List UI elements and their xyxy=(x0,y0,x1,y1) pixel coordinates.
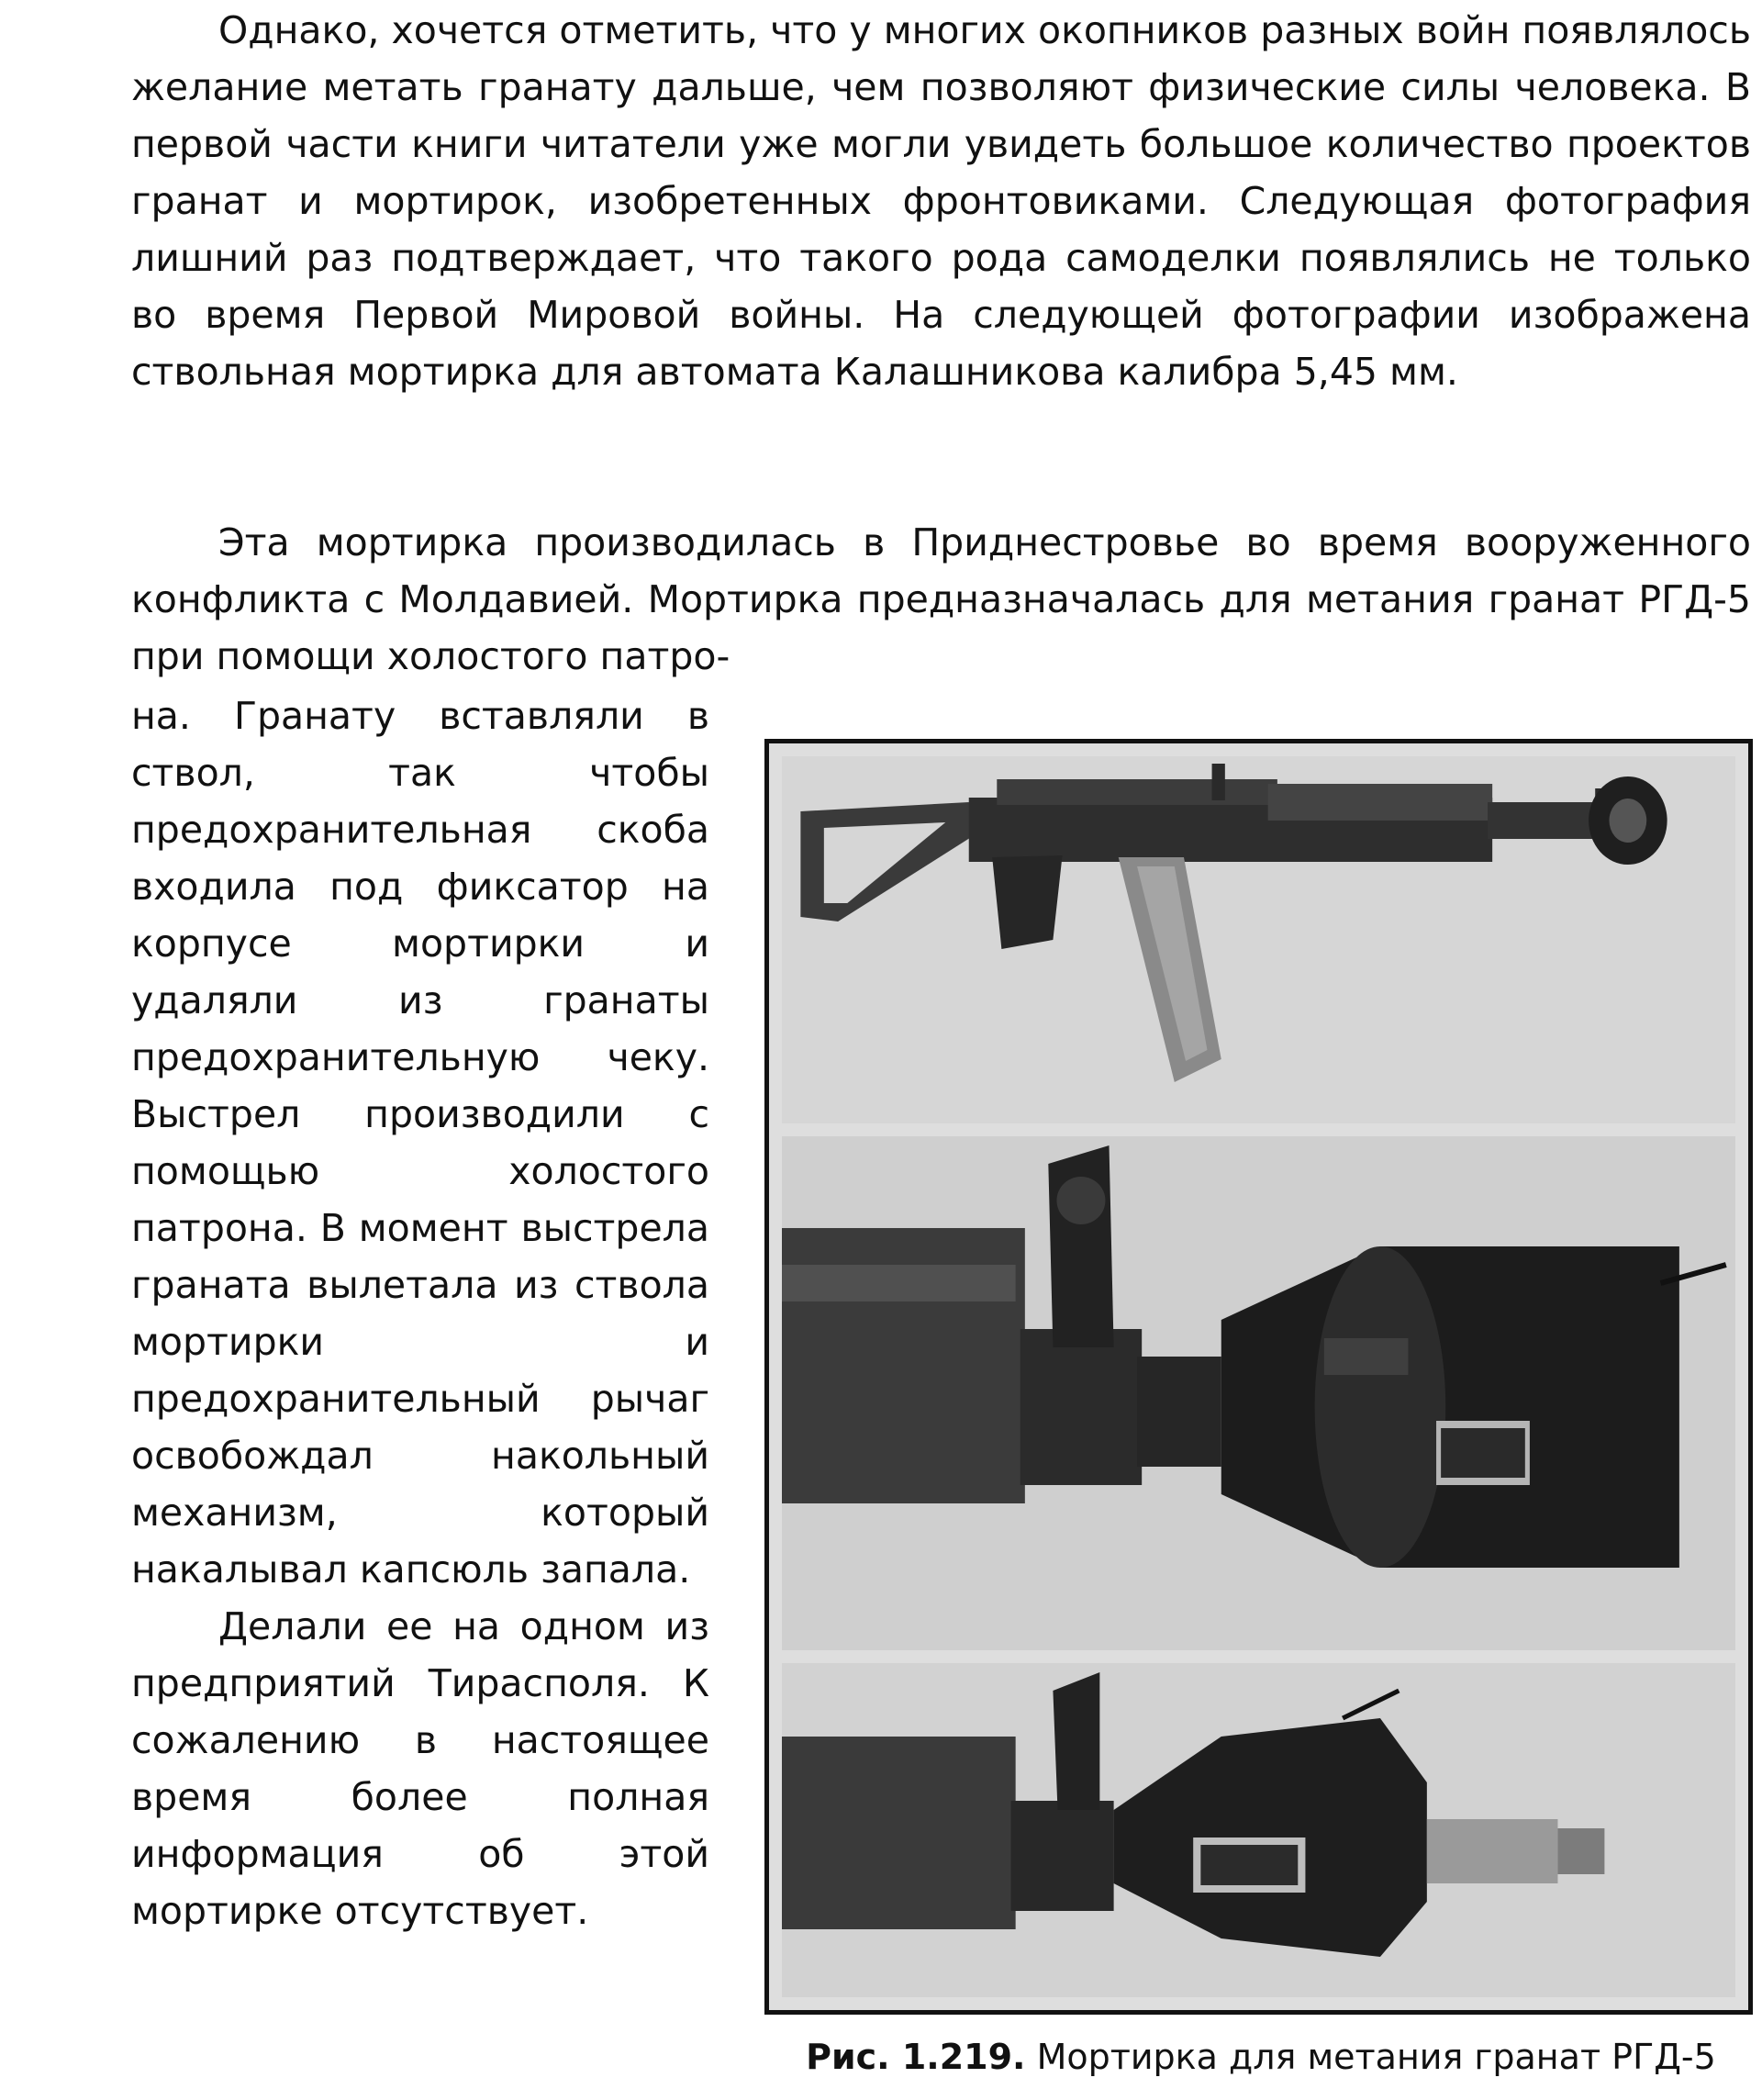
figure-caption xyxy=(771,2034,1751,2080)
mortar-grenade-illustration xyxy=(782,1663,1735,1997)
figure-caption-text: Мортирка для метания гранат РГД-5 xyxy=(1036,2037,1716,2077)
paragraph-tiraspol: Делали ее на одном из предприятий Тирасполя. К сожалению в настоящее время более полная информация об этой мортирке отсутствует. xyxy=(131,1604,709,1933)
photo-rifle-with-mortar xyxy=(782,756,1735,1123)
text-column xyxy=(131,687,709,1939)
paragraph-continuation: на. Гранату вставляли в ствол, так чтобы предохранительная скоба входила под фиксатор на корпусе мортирки и удаляли из гранаты предохранительную чеку. Выстрел производили с помощью холостого патрона. В момент выстрела граната вылетала из ствола мортирки и предохранительный рычаг освобождал накольный механизм, который накалывал капсюль запала. xyxy=(131,694,709,1592)
photo-mortar-with-grenade xyxy=(782,1663,1735,1997)
figure-photo-frame xyxy=(764,739,1753,2015)
mortar-closeup-illustration xyxy=(782,1136,1735,1650)
paragraph-pridnestrovie: Эта мортирка производилась в Приднестровье во время вооруженного конфликта с Молдавией. Мортирка предназначалась для метания гранат РГД-5 при помощи холостого патро- xyxy=(131,520,1751,678)
photo-mortar-closeup xyxy=(782,1136,1735,1650)
figure-number: Рис. 1.219. xyxy=(806,2037,1026,2077)
paragraph-intro: Однако, хочется отметить, что у многих окопников разных войн появлялось желание метать гранату дальше, чем позволяют физические силы человека. В первой части книги читатели уже могли увидеть большое количество проектов гранат и мортирок, изобретенных фронтовиками. Следующая фотография лишний раз подтверждает, что такого рода самоделки появлялись не только во время Первой Мировой войны. На следующей фотографии изображена ствольная мортирка для автомата Калашникова калибра 5,45 мм. xyxy=(131,8,1751,394)
rifle-illustration xyxy=(782,756,1735,1123)
